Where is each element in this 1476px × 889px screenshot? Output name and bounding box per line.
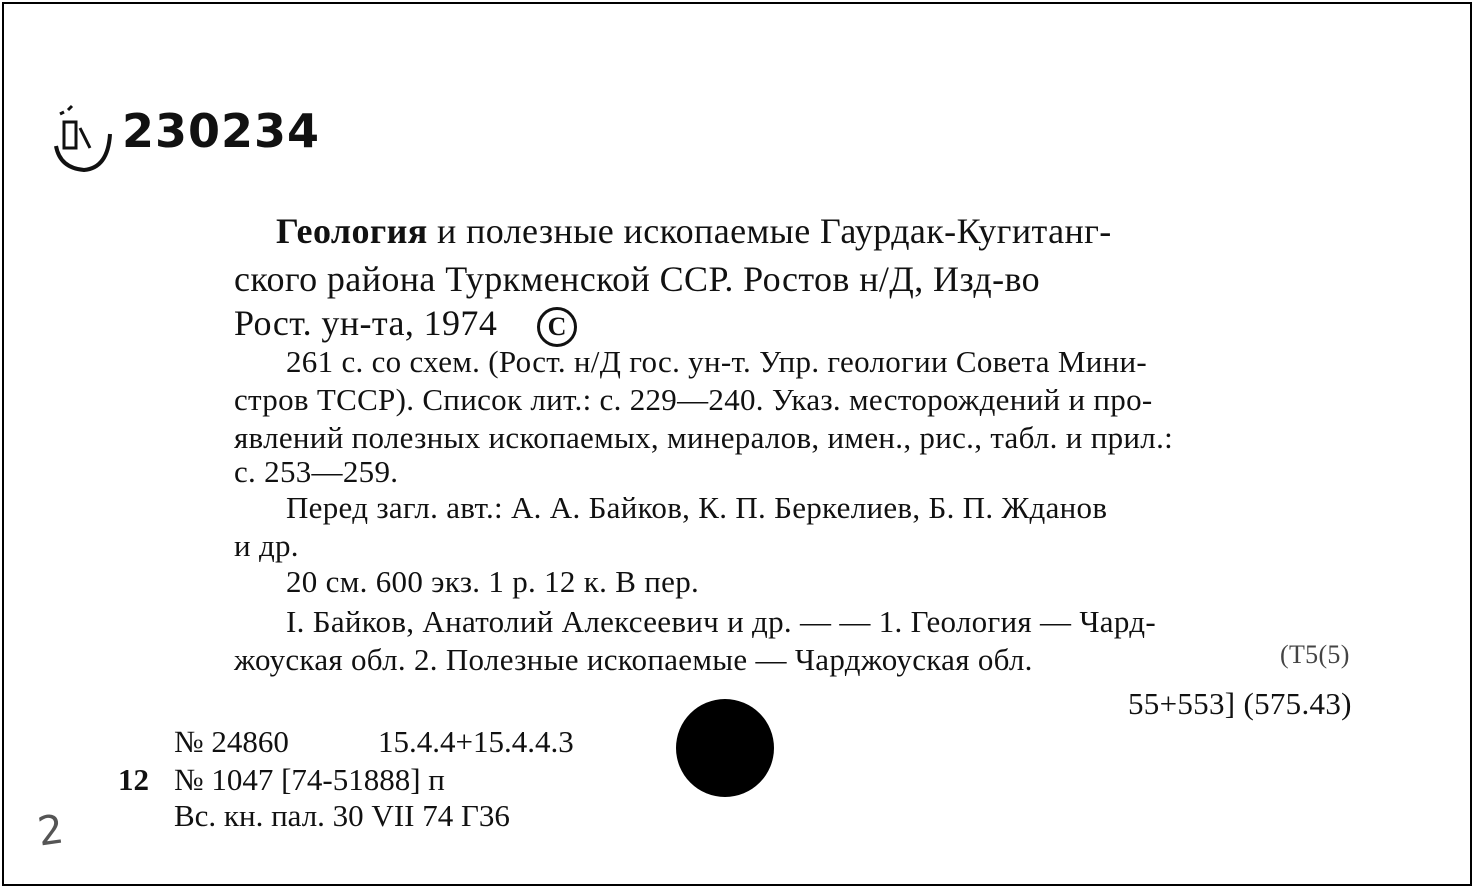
catalog-card (2, 2, 1472, 886)
copyright-icon: C (537, 307, 577, 347)
imprint-year: Рост. ун-та, 1974 (234, 303, 498, 343)
punch-hole-mark (676, 699, 774, 797)
classification-code: 55+553] (575.43) (1128, 686, 1352, 721)
footer-registration-number: № 24860 (174, 724, 289, 759)
footer-line3: Вс. кн. пал. 30 VII 74 Г36 (174, 798, 510, 833)
description-line-1: 261 с. со схем. (Рост. н/Д гос. ун-т. Упр. геологии Совета Мини- (286, 344, 1147, 379)
description-line-4: с. 253—259. (234, 454, 399, 489)
corner-handwritten-mark: 2 (34, 806, 67, 856)
subject-line-2: жоуская обл. 2. Полезные ископаемые — Чарджоуская обл. (234, 642, 1033, 677)
footer-line2-prefix: 12 (118, 762, 149, 797)
footer-line2-number: № 1047 [74-51888] п (174, 762, 445, 797)
title-line-1 (276, 210, 1112, 252)
description-line-2: стров ТССР). Список лит.: с. 229—240. Указ. месторождений и про- (234, 382, 1153, 417)
description-line-3: явлений полезных ископаемых, минералов, имен., рис., табл. и прил.: (234, 420, 1174, 455)
title-line-3 (234, 302, 577, 347)
title-line-2: ского района Туркменской ССР. Ростов н/Д, Изд-во (234, 259, 1041, 299)
stamp-mark (50, 104, 112, 174)
footer-classification-codes: 15.4.4+15.4.4.3 (378, 724, 574, 759)
authors-line-1: Перед загл. авт.: А. А. Байков, К. П. Беркелиев, Б. П. Жданов (286, 490, 1108, 525)
handwritten-classification: (Т5(5) (1280, 640, 1350, 669)
title-bold: Геология (276, 211, 428, 251)
edition-line: 20 см. 600 экз. 1 р. 12 к. В пер. (286, 564, 700, 599)
title-rest: и полезные ископаемые Гаурдак-Кугитанг- (427, 211, 1112, 251)
inventory-number: 230234 (122, 104, 321, 158)
authors-line-2: и др. (234, 528, 299, 563)
subject-line-1: I. Байков, Анатолий Алексеевич и др. — — 1. Геология — Чард- (286, 604, 1156, 639)
